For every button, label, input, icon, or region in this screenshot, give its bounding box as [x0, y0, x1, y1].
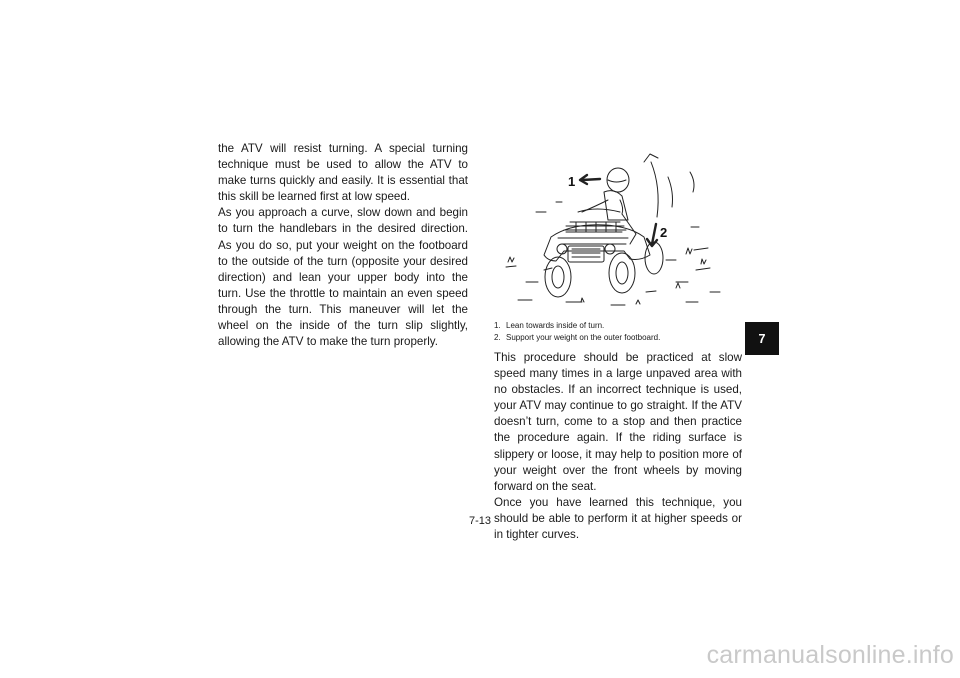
callout-2-label: 2 — [660, 225, 668, 240]
caption-1 — [494, 320, 754, 332]
left-paragraph-1: the ATV will resist turning. A special turning technique must be used to allow the ATV to make turns quickly and easily. It is essential that this skill be learned first at low speed. — [218, 142, 468, 204]
figure-captions — [494, 320, 754, 345]
callout-1-label: 1 — [568, 174, 576, 189]
caption-1-text: Lean towards inside of turn. — [506, 321, 605, 330]
right-paragraph-2: Once you have learned this technique, you should be able to perform it at higher speeds or in tighter curves. — [494, 495, 742, 542]
atv-rider-drawing — [496, 142, 742, 314]
left-column-text — [218, 141, 468, 350]
watermark: carmanualsonline.info — [706, 641, 954, 669]
caption-2-number: 2. — [494, 333, 501, 343]
right-paragraph-1: This procedure should be practiced at slow speed many times in a large unpaved area with no obstacles. If an incorrect technique is used, your ATV may continue to go straight. If the ATV doesn’t turn, come to a stop and then practice the procedure again. If the riding surface is slippery or loose, it may help to position more of your weight over the front wheels by moving forward on the seat. — [494, 351, 742, 493]
chapter-tab: 7 — [745, 322, 779, 355]
caption-2-text: Support your weight on the outer footboard. — [506, 333, 661, 343]
atv-turning-illustration — [496, 142, 742, 314]
left-paragraph-2: As you approach a curve, slow down and begin to turn the handlebars in the desired direction. As you do so, put your weight on the footboard to the outside of the turn (opposite your desired direction) and lean your upper body into the turn. Use the throttle to maintain an even speed through the turn. This maneuver will let the wheel on the inside of the turn slip slightly, allowing the ATV to make the turn properly. — [218, 206, 468, 349]
page-number: 7-13 — [468, 515, 492, 527]
caption-1-number: 1. — [494, 321, 501, 330]
caption-2 — [494, 332, 754, 344]
